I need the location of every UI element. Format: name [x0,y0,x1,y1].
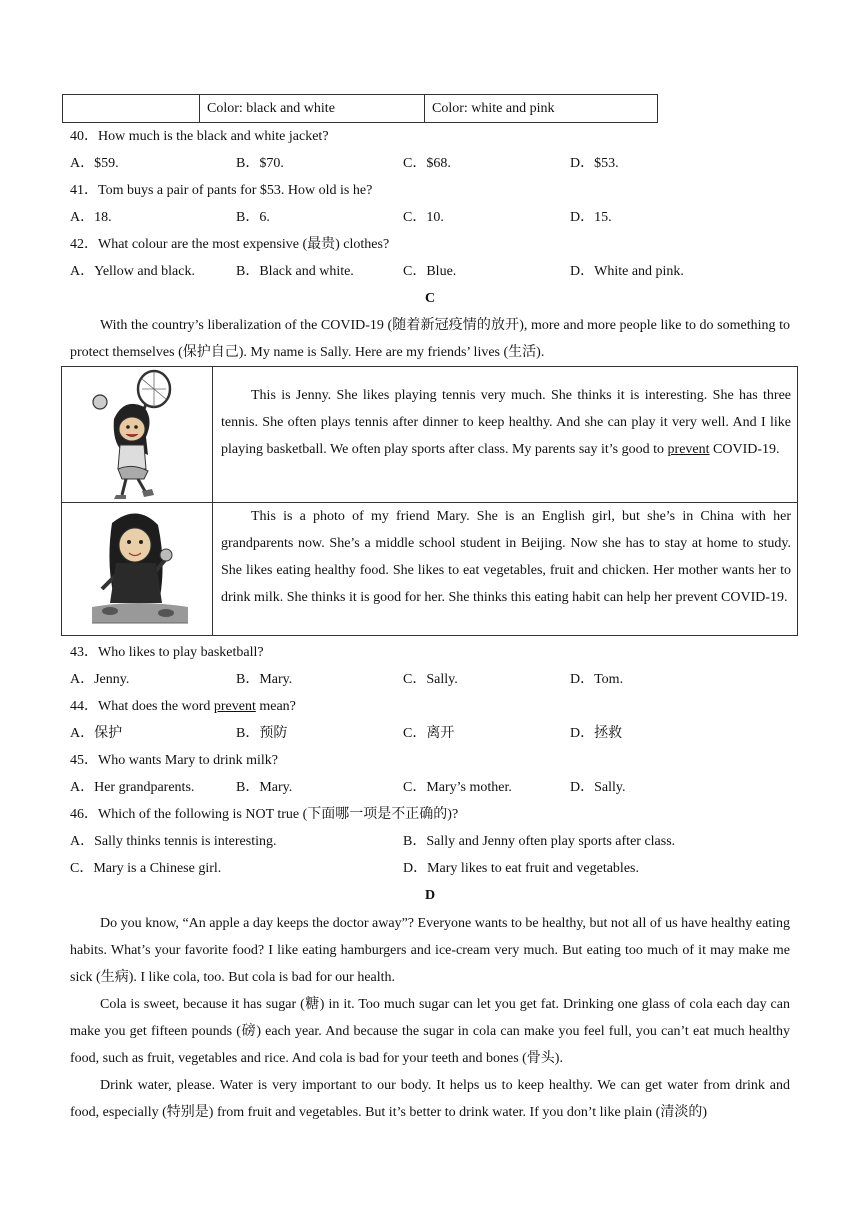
table-cell: Color: black and white [200,95,425,123]
mary-eating-picture [62,503,213,635]
option-b: B．Mary. [236,672,293,687]
option-a: A．保护 [70,726,123,741]
option-d: D．White and pink. [570,264,684,279]
section-d-paragraph-1: Do you know, “An apple a day keeps the doctor away”? Everyone wants to be healthy, but not all of us have healthy eating habits. What’s your favorite food? I like eating hamburgers and ice-cream very much. But eating too much of it may make me sick (生病). I like cola, too. But cola is bad for our health. [70,916,790,985]
option-c: C．$68. [403,156,451,171]
section-d-paragraph-3: Drink water, please. Water is very important to our body. It helps us to keep healthy. We can get water from drink and food, especially (特别是) from fruit and vegetables. But it’s better to drink water. If you don’t like plain (清淡的) [70,1078,790,1120]
option-b: B．6. [236,210,270,225]
table-row [62,503,797,635]
option-a: A．18. [70,210,112,225]
option-b: B．预防 [236,726,288,741]
question-46: 46．Which of the following is NOT true (下面哪一项是不正确的)? [70,807,459,822]
option-d: D．拯救 [570,726,623,741]
option-c: C．Sally. [403,672,458,687]
option-a: A．Her grandparents. [70,780,195,795]
option-b: B．Sally and Jenny often play sports after class. [403,834,676,849]
option-c: C．10. [403,210,444,225]
table-row [62,367,797,503]
card-text-part: This is Jenny. She likes playing tennis very much. She thinks it is interesting. She has three tennis. She often plays tennis after dinner to keep healthy. And she can play it very well. And I like playing basketball. We often play sports after class. My parents say it’s good to [221,388,791,457]
table-cell: Color: white and pink [425,95,658,123]
option-a: A．Jenny. [70,672,130,687]
section-d-paragraph-2: Cola is sweet, because it has sugar (糖) in it. Too much sugar can let you get fat. Drinking one glass of cola each day can make you get fifteen pounds (磅) each year. And because the sugar in cola can make you feel full, you can’t eat much healthy food, such as fruit, vegetables and rice. And cola is bad for your teeth and bones (骨头). [70,997,790,1066]
question-text: mean? [255,699,296,714]
section-heading-c: C [424,291,436,306]
colors-table [62,94,658,123]
option-c: C．Mary’s mother. [403,780,512,795]
question-text: 44．What does the word [70,699,214,714]
table-cell [63,95,200,123]
option-c: C．Blue. [403,264,457,279]
card-text-mary: This is a photo of my friend Mary. She is an English girl, but she’s in China with her grandparents now. She’s a middle school student in Beijing. Now she has to stay at home to study. She likes eating healthy food. She likes to eat vegetables, fruit and chicken. Her mother wants her to drink milk. She thinks it is good for her. She thinks this eating habit can help her prevent COVID-19. [221,509,791,605]
option-a: A．Yellow and black. [70,264,195,279]
option-b: B．$70. [236,156,284,171]
option-a: A．Sally thinks tennis is interesting. [70,834,277,849]
underlined-word: prevent [213,699,256,714]
option-d: D．Sally. [570,780,626,795]
section-heading-d: D [424,888,436,903]
question-45: 45．Who wants Mary to drink milk? [70,753,279,768]
option-b: B．Black and white. [236,264,354,279]
question-42: 42．What colour are the most expensive (最贵) clothes? [70,237,390,252]
question-40: 40．How much is the black and white jacket? [70,129,329,144]
card-text-jenny [221,382,791,463]
friends-table [61,366,798,636]
question-41: 41．Tom buys a pair of pants for $53. How old is he? [70,183,373,198]
card-text-part: COVID-19. [709,442,780,457]
option-d: D．Tom. [570,672,624,687]
question-43: 43．Who likes to play basketball? [70,645,264,660]
option-d: D．$53. [570,156,619,171]
option-b: B．Mary. [236,780,293,795]
option-c: C．离开 [403,726,455,741]
option-d: D．Mary likes to eat fruit and vegetables. [403,861,639,876]
jenny-tennis-picture [62,367,213,502]
option-d: D．15. [570,210,612,225]
option-a: A．$59. [70,156,119,171]
underlined-word: prevent [667,442,710,457]
section-c-intro: With the country’s liberalization of the COVID-19 (随着新冠疫情的放开), more and more people like to do something to protect themselves (保护自己). My name is Sally. Here are my friends’ lives (生活). [70,318,790,360]
option-c: C．Mary is a Chinese girl. [70,861,222,876]
question-44 [70,697,296,717]
